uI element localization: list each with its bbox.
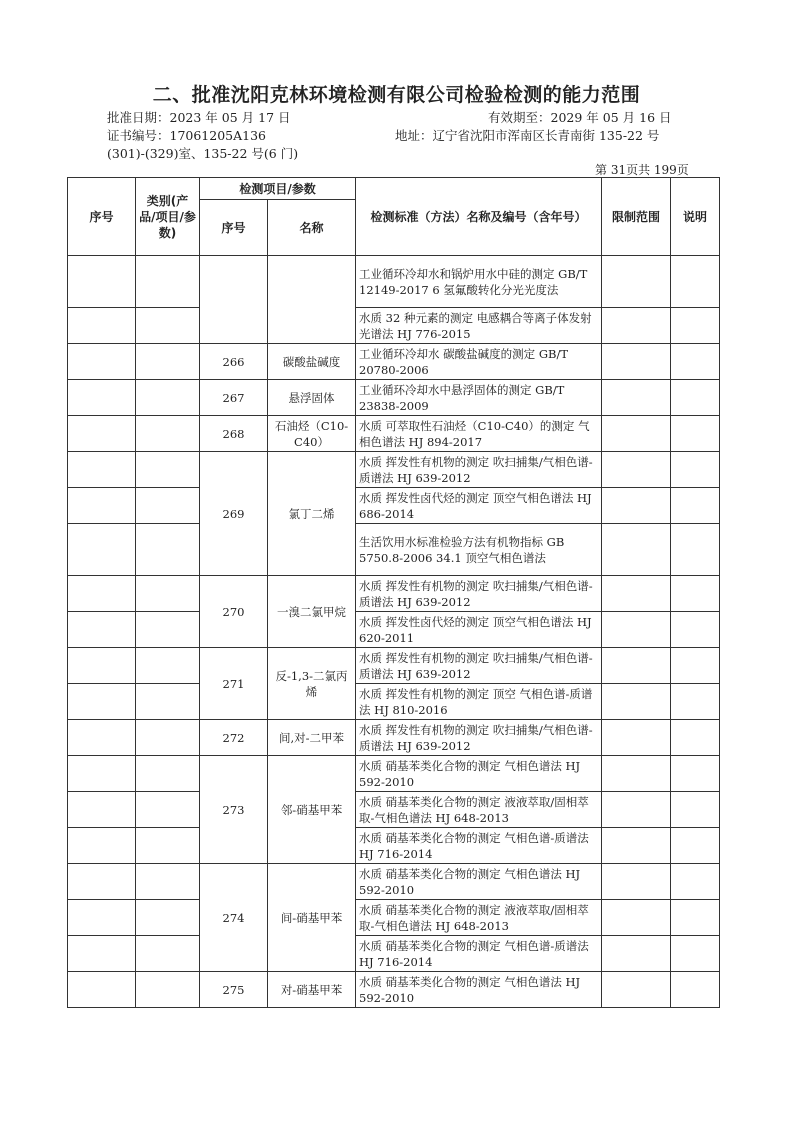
note-cell xyxy=(671,452,720,488)
item-name-cell: 碳酸盐碱度 xyxy=(268,344,356,380)
item-name-cell xyxy=(268,256,356,344)
category-cell xyxy=(136,828,200,864)
seq-cell xyxy=(68,720,136,756)
standard-cell: 水质 可萃取性石油烃（C10-C40）的测定 气相色谱法 HJ 894-2017 xyxy=(356,416,602,452)
limit-cell xyxy=(602,720,671,756)
table-row xyxy=(68,308,720,344)
table-row xyxy=(68,648,720,684)
limit-cell xyxy=(602,684,671,720)
table-row xyxy=(68,256,720,308)
table-row xyxy=(68,344,720,380)
item-seq-cell: 274 xyxy=(200,864,268,972)
note-cell xyxy=(671,524,720,576)
seq-cell xyxy=(68,684,136,720)
limit-cell xyxy=(602,308,671,344)
note-cell xyxy=(671,864,720,900)
table-row xyxy=(68,576,720,612)
table-row xyxy=(68,792,720,828)
standard-cell: 水质 硝基苯类化合物的测定 液液萃取/固相萃取-气相色谱法 HJ 648-2013 xyxy=(356,900,602,936)
header-category: 类别(产品/项目/参数) xyxy=(136,178,200,256)
category-cell xyxy=(136,936,200,972)
address-continued: (301)-(329)室、135-22 号(6 门) xyxy=(107,146,299,161)
note-cell xyxy=(671,972,720,1008)
category-cell xyxy=(136,720,200,756)
limit-cell xyxy=(602,416,671,452)
note-cell xyxy=(671,684,720,720)
seq-cell xyxy=(68,524,136,576)
item-name-cell: 反-1,3-二氯丙烯 xyxy=(268,648,356,720)
note-cell xyxy=(671,792,720,828)
limit-cell xyxy=(602,972,671,1008)
standard-cell: 水质 挥发性有机物的测定 吹扫捕集/气相色谱-质谱法 HJ 639-2012 xyxy=(356,452,602,488)
standard-cell: 水质 硝基苯类化合物的测定 液液萃取/固相萃取-气相色谱法 HJ 648-2013 xyxy=(356,792,602,828)
table-row xyxy=(68,524,720,576)
table-row xyxy=(68,720,720,756)
category-cell xyxy=(136,416,200,452)
item-seq-cell: 275 xyxy=(200,972,268,1008)
category-cell xyxy=(136,684,200,720)
table-row xyxy=(68,756,720,792)
seq-cell xyxy=(68,900,136,936)
seq-cell xyxy=(68,612,136,648)
seq-cell xyxy=(68,452,136,488)
limit-cell xyxy=(602,864,671,900)
seq-cell xyxy=(68,936,136,972)
standard-cell: 水质 32 种元素的测定 电感耦合等离子体发射光谱法 HJ 776-2015 xyxy=(356,308,602,344)
category-cell xyxy=(136,308,200,344)
item-name-cell: 间,对-二甲苯 xyxy=(268,720,356,756)
header-item-name: 名称 xyxy=(268,200,356,256)
note-cell xyxy=(671,828,720,864)
limit-cell xyxy=(602,256,671,308)
standard-cell: 水质 硝基苯类化合物的测定 气相色谱法 HJ 592-2010 xyxy=(356,972,602,1008)
seq-cell xyxy=(68,972,136,1008)
standard-cell: 水质 挥发性卤代烃的测定 顶空气相色谱法 HJ 686-2014 xyxy=(356,488,602,524)
limit-cell xyxy=(602,792,671,828)
limit-cell xyxy=(602,452,671,488)
seq-cell xyxy=(68,828,136,864)
standard-cell: 水质 硝基苯类化合物的测定 气相色谱-质谱法 HJ 716-2014 xyxy=(356,828,602,864)
table-row xyxy=(68,380,720,416)
item-name-cell: 氯丁二烯 xyxy=(268,452,356,576)
seq-cell xyxy=(68,416,136,452)
category-cell xyxy=(136,524,200,576)
category-cell xyxy=(136,256,200,308)
table-row xyxy=(68,972,720,1008)
header-seq: 序号 xyxy=(68,178,136,256)
category-cell xyxy=(136,792,200,828)
item-seq-cell: 266 xyxy=(200,344,268,380)
table-row xyxy=(68,612,720,648)
limit-cell xyxy=(602,756,671,792)
item-seq-cell: 271 xyxy=(200,648,268,720)
item-name-cell: 邻-硝基甲苯 xyxy=(268,756,356,864)
note-cell xyxy=(671,576,720,612)
limit-cell xyxy=(602,344,671,380)
approval-date: 批准日期：2023 年 05 月 17 日 xyxy=(107,110,291,125)
standard-cell: 工业循环冷却水和锅炉用水中硅的测定 GB/T 12149-2017 6 氢氟酸转化分光光度法 xyxy=(356,256,602,308)
item-seq-cell xyxy=(200,256,268,344)
standard-cell: 水质 硝基苯类化合物的测定 气相色谱法 HJ 592-2010 xyxy=(356,756,602,792)
category-cell xyxy=(136,344,200,380)
item-seq-cell: 273 xyxy=(200,756,268,864)
standard-cell: 水质 硝基苯类化合物的测定 气相色谱-质谱法 HJ 716-2014 xyxy=(356,936,602,972)
seq-cell xyxy=(68,308,136,344)
table-row xyxy=(68,936,720,972)
table-row xyxy=(68,828,720,864)
note-cell xyxy=(671,900,720,936)
table-row xyxy=(68,452,720,488)
category-cell xyxy=(136,864,200,900)
address: 地址：辽宁省沈阳市浑南区长青南街 135-22 号 xyxy=(395,128,660,143)
limit-cell xyxy=(602,524,671,576)
standard-cell: 水质 挥发性有机物的测定 吹扫捕集/气相色谱-质谱法 HJ 639-2012 xyxy=(356,720,602,756)
note-cell xyxy=(671,308,720,344)
standard-cell: 水质 挥发性有机物的测定 吹扫捕集/气相色谱-质谱法 HJ 639-2012 xyxy=(356,576,602,612)
capability-table xyxy=(67,177,720,1008)
standard-cell: 水质 硝基苯类化合物的测定 气相色谱法 HJ 592-2010 xyxy=(356,864,602,900)
category-cell xyxy=(136,380,200,416)
limit-cell xyxy=(602,828,671,864)
limit-cell xyxy=(602,380,671,416)
valid-until: 有效期至：2029 年 05 月 16 日 xyxy=(488,110,672,125)
seq-cell xyxy=(68,488,136,524)
table-row xyxy=(68,900,720,936)
table-row xyxy=(68,684,720,720)
note-cell xyxy=(671,380,720,416)
item-seq-cell: 270 xyxy=(200,576,268,648)
note-cell xyxy=(671,720,720,756)
item-name-cell: 对-硝基甲苯 xyxy=(268,972,356,1008)
note-cell xyxy=(671,648,720,684)
seq-cell xyxy=(68,576,136,612)
note-cell xyxy=(671,416,720,452)
note-cell xyxy=(671,488,720,524)
item-seq-cell: 267 xyxy=(200,380,268,416)
note-cell xyxy=(671,756,720,792)
seq-cell xyxy=(68,344,136,380)
seq-cell xyxy=(68,256,136,308)
item-name-cell: 石油烃（C10-C40） xyxy=(268,416,356,452)
seq-cell xyxy=(68,864,136,900)
note-cell xyxy=(671,344,720,380)
category-cell xyxy=(136,972,200,1008)
standard-cell: 工业循环冷却水 碳酸盐碱度的测定 GB/T 20780-2006 xyxy=(356,344,602,380)
item-seq-cell: 268 xyxy=(200,416,268,452)
table-row xyxy=(68,864,720,900)
table-row xyxy=(68,488,720,524)
page-number: 第 31页共 199页 xyxy=(595,163,689,177)
table-row xyxy=(68,416,720,452)
seq-cell xyxy=(68,792,136,828)
category-cell xyxy=(136,900,200,936)
standard-cell: 生活饮用水标准检验方法有机物指标 GB 5750.8-2006 34.1 顶空气相色谱法 xyxy=(356,524,602,576)
category-cell xyxy=(136,756,200,792)
limit-cell xyxy=(602,936,671,972)
item-name-cell: 一溴二氯甲烷 xyxy=(268,576,356,648)
header-standard: 检测标准（方法）名称及编号（含年号） xyxy=(356,178,602,256)
standard-cell: 水质 挥发性卤代烃的测定 顶空气相色谱法 HJ 620-2011 xyxy=(356,612,602,648)
item-seq-cell: 269 xyxy=(200,452,268,576)
category-cell xyxy=(136,612,200,648)
category-cell xyxy=(136,452,200,488)
limit-cell xyxy=(602,576,671,612)
header-item-seq: 序号 xyxy=(200,200,268,256)
note-cell xyxy=(671,612,720,648)
seq-cell xyxy=(68,756,136,792)
standard-cell: 工业循环冷却水中悬浮固体的测定 GB/T 23838-2009 xyxy=(356,380,602,416)
standard-cell: 水质 挥发性有机物的测定 顶空 气相色谱-质谱法 HJ 810-2016 xyxy=(356,684,602,720)
item-name-cell: 悬浮固体 xyxy=(268,380,356,416)
category-cell xyxy=(136,488,200,524)
certificate-number: 证书编号：17061205A136 xyxy=(107,128,267,143)
limit-cell xyxy=(602,612,671,648)
page-title: 二、批准沈阳克林环境检测有限公司检验检测的能力范围 xyxy=(152,84,641,106)
header-limit: 限制范围 xyxy=(602,178,671,256)
note-cell xyxy=(671,936,720,972)
category-cell xyxy=(136,576,200,612)
category-cell xyxy=(136,648,200,684)
limit-cell xyxy=(602,648,671,684)
note-cell xyxy=(671,256,720,308)
item-seq-cell: 272 xyxy=(200,720,268,756)
seq-cell xyxy=(68,648,136,684)
limit-cell xyxy=(602,900,671,936)
item-name-cell: 间-硝基甲苯 xyxy=(268,864,356,972)
standard-cell: 水质 挥发性有机物的测定 吹扫捕集/气相色谱-质谱法 HJ 639-2012 xyxy=(356,648,602,684)
seq-cell xyxy=(68,380,136,416)
header-item-group: 检测项目/参数 xyxy=(200,178,356,200)
limit-cell xyxy=(602,488,671,524)
header-note: 说明 xyxy=(671,178,720,256)
